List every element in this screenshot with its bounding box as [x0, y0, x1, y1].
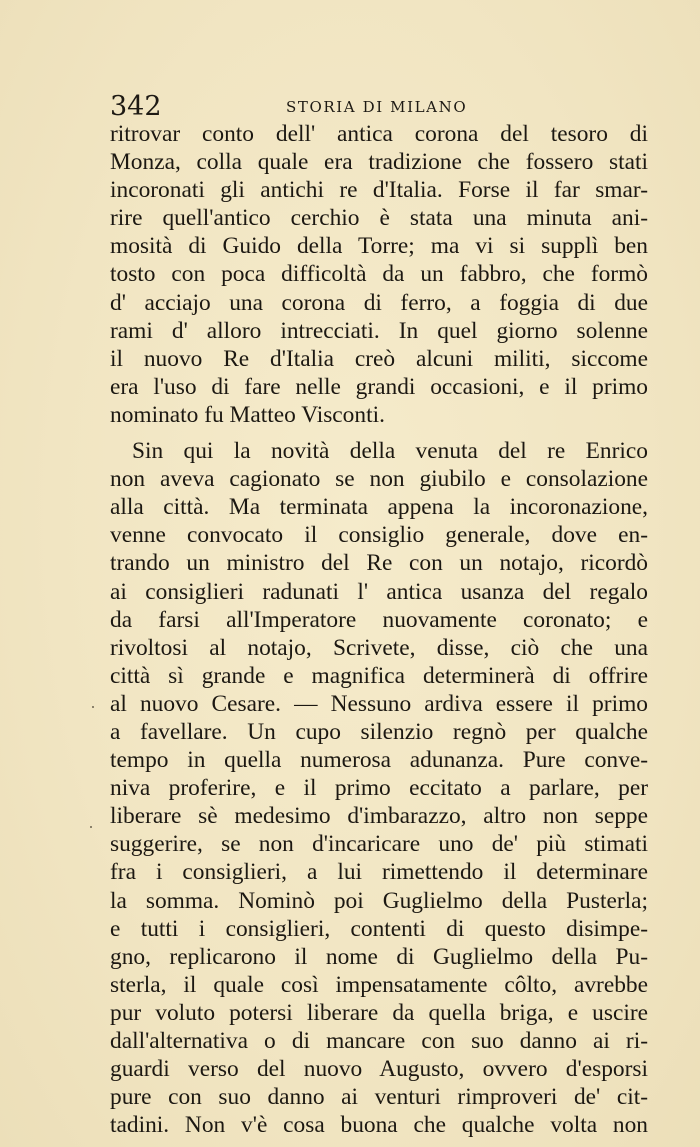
- text-line: pure con suo danno ai venturi rimproveri de' cit-: [110, 1084, 648, 1111]
- paragraph-2: [110, 437, 648, 1139]
- text-line: città sì grande e magnifica determinerà di offrire: [110, 662, 648, 689]
- text-line: niva proferire, e il primo eccitato a parlare, per: [110, 775, 648, 802]
- text-line: tempo in quella numerosa adunanza. Pure conve-: [110, 747, 648, 774]
- text-line: fra i consiglieri, a lui rimettendo il determinare: [110, 859, 648, 886]
- text-line: e tutti i consiglieri, contenti di questo disimpe-: [110, 915, 648, 942]
- text-line: sterla, il quale così impensatamente côlto, avrebbe: [110, 971, 648, 998]
- text-line: rire quell'antico cerchio è stata una minuta ani-: [110, 205, 648, 232]
- text-line: pur voluto potersi liberare da quella briga, e uscire: [110, 999, 648, 1026]
- text-line: nominato fu Matteo Visconti.: [110, 401, 385, 428]
- text-line: il nuovo Re d'Italia creò alcuni militi, siccome: [110, 345, 648, 372]
- text-line: a favellare. Un cupo silenzio regnò per qualche: [110, 718, 648, 745]
- text-line: dall'alternativa o di mancare con suo danno ai ri-: [110, 1028, 648, 1054]
- text-line: liberare sè medesimo d'imbarazzo, altro non seppe: [110, 803, 648, 830]
- text-line: rami d' alloro intrecciati. In quel giorno solenne: [110, 317, 648, 344]
- text-line: mosità di Guido della Torre; ma vi si supplì ben: [110, 233, 648, 260]
- paragraph-gap: [110, 429, 648, 437]
- text-line: incoronati gli antichi re d'Italia. Forse il far smar-: [110, 177, 648, 204]
- text-line: venne convocato il consiglio generale, dove en-: [110, 522, 648, 549]
- text-line: Sin qui la novità della venuta del re Enrico: [132, 438, 648, 465]
- text-line: alla città. Ma terminata appena la incoronazione,: [110, 494, 648, 521]
- text-line: tosto con poca difficoltà da un fabbro, che formò: [110, 261, 648, 288]
- text-line: tadini. Non v'è cosa buona che qualche volta non: [110, 1112, 648, 1139]
- body-text: [110, 120, 648, 1139]
- paragraph-1: [110, 120, 648, 429]
- text-line: guardi verso del nuovo Augusto, ovvero d'esporsi: [110, 1056, 648, 1083]
- text-line: ai consiglieri radunati l' antica usanza del regalo: [110, 578, 648, 605]
- paper-speck: [92, 706, 94, 708]
- text-line: la somma. Nominò poi Guglielmo della Pusterla;: [110, 887, 648, 914]
- paper-speck: [90, 826, 92, 828]
- text-line: rivoltosi al notajo, Scrivete, disse, ciò che una: [110, 634, 648, 661]
- text-line: trando un ministro del Re con un notajo, ricordò: [110, 550, 648, 577]
- text-line: suggerire, se non d'incaricare uno de' più stimati: [110, 831, 648, 858]
- text-line: era l'uso di fare nelle grandi occasioni, e il primo: [110, 373, 648, 400]
- text-line: gno, replicarono il nome di Guglielmo della Pu-: [110, 943, 648, 970]
- text-line: non aveva cagionato se non giubilo e consolazione: [110, 466, 648, 493]
- running-head: STORIA DI MILANO: [286, 98, 468, 116]
- page-header: [110, 92, 650, 122]
- text-line: d' acciajo una corona di ferro, a foggia di due: [110, 289, 648, 316]
- page-number: 342: [110, 91, 162, 122]
- text-line: ritrovar conto dell' antica corona del tesoro di: [110, 121, 648, 147]
- text-line: da farsi all'Imperatore nuovamente coronato; e: [110, 606, 648, 633]
- text-line: al nuovo Cesare. — Nessuno ardiva essere il primo: [110, 690, 648, 717]
- text-line: Monza, colla quale era tradizione che fossero stati: [110, 149, 648, 176]
